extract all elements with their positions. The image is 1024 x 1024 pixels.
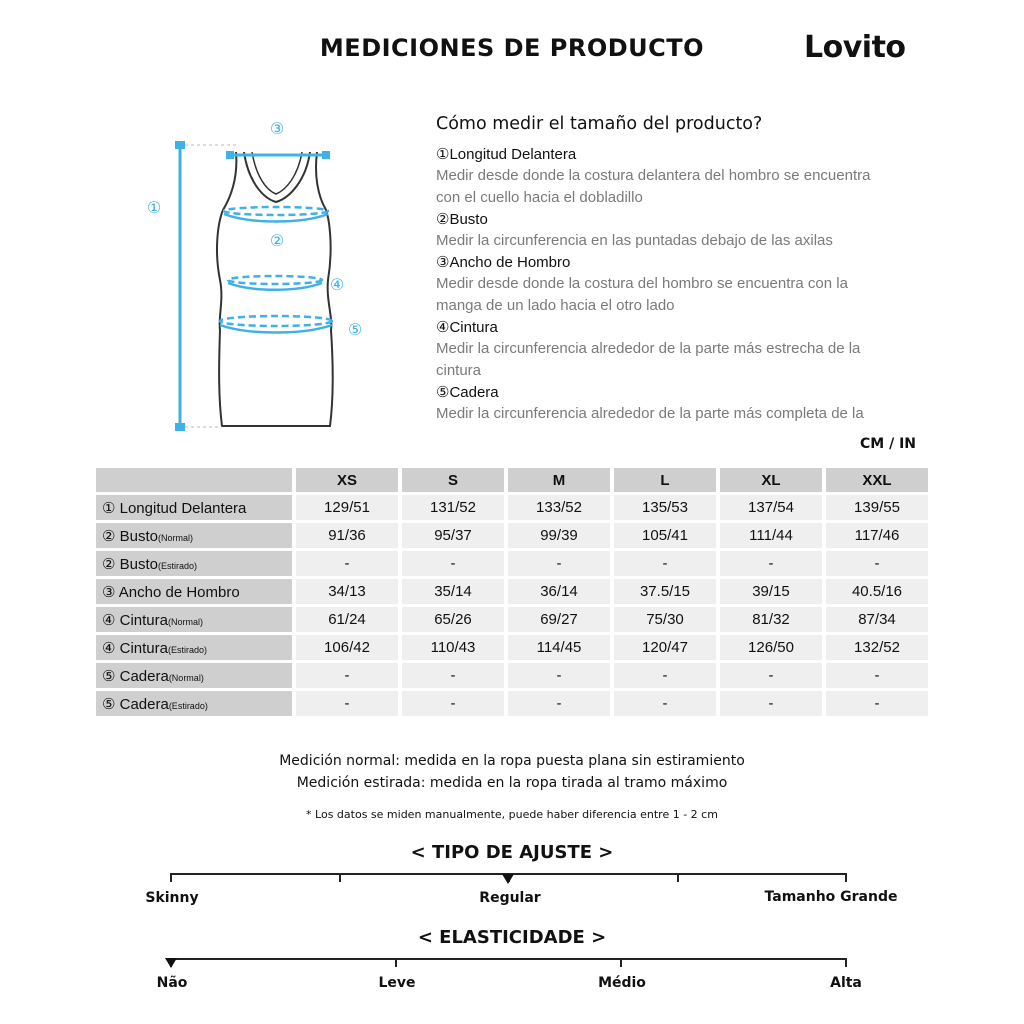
guide-item-desc: cintura [436, 362, 482, 379]
table-cell: - [508, 551, 610, 576]
size-header: S [402, 468, 504, 492]
table-cell: - [402, 663, 504, 688]
table-cell: 61/24 [296, 607, 398, 632]
table-cell: - [508, 691, 610, 716]
table-cell: 40.5/16 [826, 579, 928, 604]
table-cell: 36/14 [508, 579, 610, 604]
elasticity-tick [620, 958, 622, 967]
table-row [96, 495, 928, 520]
page-title: MEDICIONES DE PRODUCTO [319, 34, 705, 62]
elasticity-tick [395, 958, 397, 967]
table-cell: 137/54 [720, 495, 822, 520]
elasticity-scale-line [171, 958, 847, 960]
elasticity-label-none: Não [156, 975, 188, 991]
table-cell: 114/45 [508, 635, 610, 660]
table-cell: 126/50 [720, 635, 822, 660]
table-cell: - [720, 663, 822, 688]
table-cell: - [826, 691, 928, 716]
guide-item-desc: con el cuello hacia el dobladillo [436, 189, 643, 206]
fit-pointer-icon [502, 874, 514, 884]
marker-1: ① [146, 198, 162, 217]
table-cell: - [614, 691, 716, 716]
note-disclaimer: * Los datos se miden manualmente, puede haber diferencia entre 1 - 2 cm [306, 808, 718, 821]
table-cell: - [402, 691, 504, 716]
fit-tick [339, 873, 341, 882]
fit-tick [845, 873, 847, 882]
table-cell: 34/13 [296, 579, 398, 604]
table-cell: 69/27 [508, 607, 610, 632]
size-header: XL [720, 468, 822, 492]
table-cell: - [508, 663, 610, 688]
marker-5: ⑤ [347, 320, 363, 339]
guide-item-title: ②Busto [436, 211, 488, 228]
table-corner [96, 468, 292, 492]
size-header: XS [296, 468, 398, 492]
bust-ellipse-back [224, 207, 328, 215]
fit-tick [170, 873, 172, 882]
guide-item-desc: Medir la circunferencia alrededor de la parte más completa de la [436, 405, 864, 422]
table-cell: 111/44 [720, 523, 822, 548]
table-cell: 129/51 [296, 495, 398, 520]
table-cell: - [826, 551, 928, 576]
size-table [92, 465, 932, 719]
table-cell: - [614, 663, 716, 688]
elasticity-tick [845, 958, 847, 967]
table-row [96, 635, 928, 660]
table-cell: 39/15 [720, 579, 822, 604]
size-header: XXL [826, 468, 928, 492]
table-cell: 75/30 [614, 607, 716, 632]
note-stretched: Medición estirada: medida en la ropa tirada al tramo máximo [296, 775, 728, 791]
row-label: ⑤ Cadera(Normal) [96, 663, 292, 688]
fit-type-title: < TIPO DE AJUSTE > [410, 842, 614, 863]
fit-label-regular: Regular [479, 890, 541, 906]
size-header: L [614, 468, 716, 492]
note-normal: Medición normal: medida en la ropa puesta plana sin estiramiento [279, 753, 745, 769]
row-label: ③ Ancho de Hombro [96, 579, 292, 604]
elasticity-label-light: Leve [378, 975, 416, 991]
table-cell: 132/52 [826, 635, 928, 660]
unit-label: CM / IN [860, 436, 916, 452]
table-row [96, 523, 928, 548]
row-label: ⑤ Cadera(Estirado) [96, 691, 292, 716]
table-cell: 106/42 [296, 635, 398, 660]
marker-4: ④ [329, 275, 345, 294]
table-cell: - [826, 663, 928, 688]
table-header-row [96, 468, 928, 492]
table-cell: - [402, 551, 504, 576]
size-header: M [508, 468, 610, 492]
row-label: ② Busto(Normal) [96, 523, 292, 548]
fit-tick [677, 873, 679, 882]
table-cell: 87/34 [826, 607, 928, 632]
row-label: ④ Cintura(Normal) [96, 607, 292, 632]
marker-2: ② [269, 231, 285, 250]
table-cell: 95/37 [402, 523, 504, 548]
guide-item-title: ④Cintura [436, 319, 498, 336]
table-cell: 35/14 [402, 579, 504, 604]
row-label: ① Longitud Delantera [96, 495, 292, 520]
table-cell: 133/52 [508, 495, 610, 520]
guide-item-title: ⑤Cadera [436, 384, 499, 401]
table-cell: - [296, 691, 398, 716]
table-row [96, 691, 928, 716]
guide-item-title: ①Longitud Delantera [436, 146, 577, 163]
table-cell: 110/43 [402, 635, 504, 660]
table-cell: - [296, 663, 398, 688]
waist-ellipse-back [228, 276, 322, 284]
hip-ellipse-back [220, 316, 332, 326]
fit-label-large: Tamanho Grande [764, 889, 898, 905]
table-cell: 139/55 [826, 495, 928, 520]
table-cell: 81/32 [720, 607, 822, 632]
elasticity-label-high: Alta [830, 975, 862, 991]
table-cell: - [720, 551, 822, 576]
row-label: ④ Cintura(Estirado) [96, 635, 292, 660]
table-cell: 117/46 [826, 523, 928, 548]
brand-logo: Lovito [804, 30, 906, 65]
table-row [96, 551, 928, 576]
fit-label-skinny: Skinny [145, 890, 199, 906]
bust-ellipse-front [224, 214, 328, 222]
guide-item-desc: Medir desde donde la costura del hombro se encuentra con la [436, 275, 848, 292]
elasticity-pointer-icon [165, 958, 177, 968]
table-row [96, 607, 928, 632]
table-cell: - [296, 551, 398, 576]
table-row [96, 579, 928, 604]
table-cell: 91/36 [296, 523, 398, 548]
guide-item-desc: Medir la circunferencia alrededor de la parte más estrecha de la [436, 340, 861, 357]
table-cell: 99/39 [508, 523, 610, 548]
table-cell: 65/26 [402, 607, 504, 632]
marker-3: ③ [269, 119, 285, 138]
table-cell: - [614, 551, 716, 576]
dress-measurement-diagram [140, 115, 380, 440]
table-cell: 120/47 [614, 635, 716, 660]
guide-item-desc: manga de un lado hacia el otro lado [436, 297, 675, 314]
table-cell: 135/53 [614, 495, 716, 520]
table-cell: 37.5/15 [614, 579, 716, 604]
guide-heading: Cómo medir el tamaño del producto? [436, 114, 763, 134]
table-cell: 105/41 [614, 523, 716, 548]
table-cell: - [720, 691, 822, 716]
elasticity-label-medium: Médio [598, 975, 646, 991]
guide-item-desc: Medir la circunferencia en las puntadas debajo de las axilas [436, 232, 833, 249]
table-cell: 131/52 [402, 495, 504, 520]
guide-item-desc: Medir desde donde la costura delantera del hombro se encuentra [436, 167, 871, 184]
row-label: ② Busto(Estirado) [96, 551, 292, 576]
table-row [96, 663, 928, 688]
elasticity-title: < ELASTICIDADE > [417, 927, 607, 948]
guide-item-title: ③Ancho de Hombro [436, 254, 571, 271]
